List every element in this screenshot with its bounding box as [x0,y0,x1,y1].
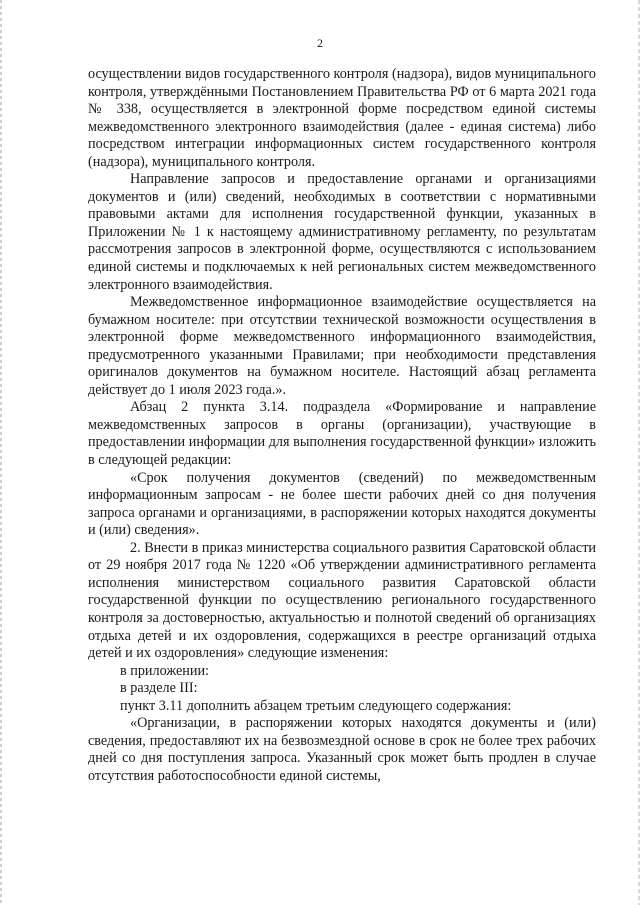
paragraph-in-annex: в приложении: [120,662,209,679]
page-number: 2 [317,36,323,50]
paragraph-item-2: 2. Внести в приказ министерства социального развития Саратовской области от 29 ноября 2017 года № 1220 «Об утверждении административного регламента исполнения министерством социального развития Саратовской области государственной функции по осуществлению регионального государственного контроля за достоверностью, актуальностью и полнотой сведений об организациях отдыха детей и их оздоровления, содержащихся в реестре организаций отдыха детей и их оздоровления» следующие изменения: [88,539,596,662]
paragraph-point-3-11: пункт 3.11 дополнить абзацем третьим следующего содержания: [120,697,512,714]
paragraph-quote-deadline: «Срок получения документов (сведений) по межведомственным информационным запросам - не более шести рабочих дней со дня получения запроса органами и организациями, в распоряжении которых находятся документы и (или) сведения». [88,469,596,539]
paragraph-quote-organizations: «Организации, в распоряжении которых находятся документы и (или) сведения, предоставляют их на безвозмездной основе в срок не более трех рабочих дней со дня поступления запроса. Указанный срок может быть продлен в случае отсутствия работоспособности единой системы, [88,715,596,784]
paragraph-in-section-3: в разделе III: [120,680,198,697]
scan-edge-left [0,0,2,905]
paragraph-paper-interaction: Межведомственное информационное взаимодействие осуществляется на бумажном носителе: при отсутствии технической возможности осуществления в электронной форме межведомственного информационного взаимодействия, предусмотренного указанными Правилами; при необходимости представления оригиналов документов на бумажном носителе. Настоящий абзац регламента действует до 1 июля 2023 года.». [88,294,596,398]
paragraph-amendment-3-14: Абзац 2 пункта 3.14. подраздела «Формирование и направление межведомственных запросов в органы (организации), участвующие в предоставлении информации для выполнения государственной функции» изложить в следующей редакции: [88,399,596,469]
paragraph-requests: Направление запросов и предоставление органами и организациями документов и (или) сведений, необходимых в соответствии с нормативными правовыми актами для исполнения государственной функции, указанных в Приложении № 1 к настоящему административному регламенту, по результатам рассмотрения запросов в электронной форме, осуществляются с использованием единой системы и подключаемых к ней региональных систем межведомственного электронного взаимодействия. [88,171,596,293]
paragraph-continuation: осуществлении видов государственного контроля (надзора), видов муниципального контроля, утверждёнными Постановлением Правительства РФ от 6 марта 2021 года № 338, осуществляется в электронной форме посредством единой системы межведомственного электронного взаимодействия (далее - единая система) либо посредством интеграции информационных систем государственного контроля (надзора), муниципального контроля. [88,66,596,170]
document-body [88,66,596,785]
